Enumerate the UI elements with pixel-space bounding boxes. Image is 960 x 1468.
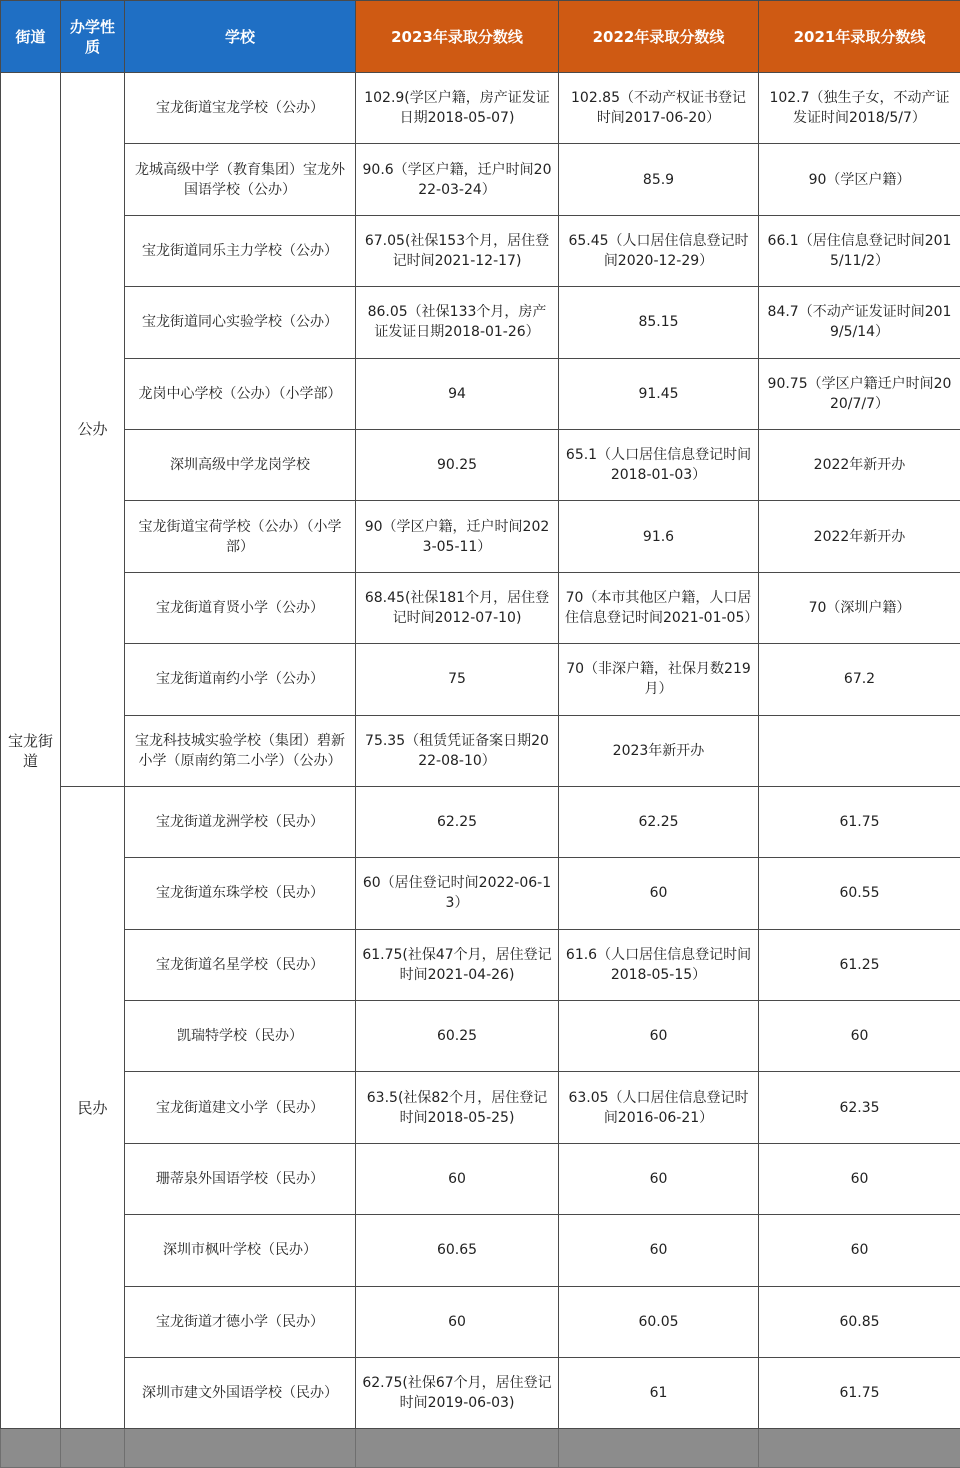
score-2021-cell: 2022年新开办 xyxy=(759,501,960,572)
score-2023-cell: 90.25 xyxy=(356,429,559,500)
header-street: 街道 xyxy=(1,1,61,73)
school-cell: 宝龙街道龙洲学校（民办） xyxy=(125,786,356,857)
score-2023-cell: 75.35（租赁凭证备案日期2022-08-10） xyxy=(356,715,559,786)
table-row xyxy=(1,929,960,1000)
score-2022-cell: 60 xyxy=(559,1143,759,1214)
school-cell: 宝龙街道才德小学（民办） xyxy=(125,1286,356,1357)
school-cell: 宝龙科技城实验学校（集团）碧新小学（原南约第二小学）（公办） xyxy=(125,715,356,786)
score-2021-cell: 61.25 xyxy=(759,929,960,1000)
table-row xyxy=(1,1001,960,1072)
street-cell: 宝龙街道 xyxy=(1,73,61,1429)
school-cell: 深圳市建文外国语学校（民办） xyxy=(125,1358,356,1429)
header-2022: 2022年录取分数线 xyxy=(559,1,759,73)
nature-public-cell: 公办 xyxy=(61,73,125,787)
score-2022-cell: 102.85（不动产权证书登记时间2017-06-20） xyxy=(559,73,759,144)
footer-cell xyxy=(61,1429,125,1468)
header-nature: 办学性质 xyxy=(61,1,125,73)
score-2023-cell: 94 xyxy=(356,358,559,429)
score-2023-cell: 102.9(学区户籍，房产证发证日期2018-05-07) xyxy=(356,73,559,144)
footer-cell xyxy=(759,1429,960,1468)
footer-cell xyxy=(125,1429,356,1468)
score-2023-cell: 63.5(社保82个月，居住登记时间2018-05-25) xyxy=(356,1072,559,1143)
score-2022-cell: 85.9 xyxy=(559,144,759,215)
score-2023-cell: 62.75(社保67个月，居住登记时间2019-06-03) xyxy=(356,1358,559,1429)
score-2023-cell: 60.65 xyxy=(356,1215,559,1286)
table-row xyxy=(1,287,960,358)
score-2021-cell: 60.85 xyxy=(759,1286,960,1357)
school-cell: 宝龙街道南约小学（公办） xyxy=(125,644,356,715)
table-row xyxy=(1,858,960,929)
score-2023-cell: 86.05（社保133个月，房产证发证日期2018-01-26） xyxy=(356,287,559,358)
score-2021-cell: 60.55 xyxy=(759,858,960,929)
table-row xyxy=(1,429,960,500)
school-cell: 宝龙街道名星学校（民办） xyxy=(125,929,356,1000)
score-2022-cell: 65.1（人口居住信息登记时间2018-01-03） xyxy=(559,429,759,500)
score-2021-cell: 84.7（不动产证发证时间2019/5/14） xyxy=(759,287,960,358)
school-cell: 龙岗中心学校（公办）（小学部） xyxy=(125,358,356,429)
score-2023-cell: 90.6（学区户籍，迁户时间2022-03-24） xyxy=(356,144,559,215)
school-cell: 宝龙街道宝龙学校（公办） xyxy=(125,73,356,144)
score-2022-cell: 61 xyxy=(559,1358,759,1429)
header-2023: 2023年录取分数线 xyxy=(356,1,559,73)
school-cell: 深圳市枫叶学校（民办） xyxy=(125,1215,356,1286)
score-2022-cell: 60.05 xyxy=(559,1286,759,1357)
score-2022-cell: 62.25 xyxy=(559,786,759,857)
score-2022-cell: 63.05（人口居住信息登记时间2016-06-21） xyxy=(559,1072,759,1143)
table-row xyxy=(1,1143,960,1214)
score-2021-cell: 61.75 xyxy=(759,1358,960,1429)
header-school: 学校 xyxy=(125,1,356,73)
table-row xyxy=(1,215,960,286)
score-2021-cell: 70（深圳户籍） xyxy=(759,572,960,643)
school-cell: 珊蒂泉外国语学校（民办） xyxy=(125,1143,356,1214)
table-row xyxy=(1,144,960,215)
table-row xyxy=(1,501,960,572)
score-2022-cell: 91.45 xyxy=(559,358,759,429)
table-row xyxy=(1,1215,960,1286)
score-2023-cell: 60 xyxy=(356,1143,559,1214)
score-2021-cell: 60 xyxy=(759,1215,960,1286)
school-cell: 宝龙街道同乐主力学校（公办） xyxy=(125,215,356,286)
nature-private-cell: 民办 xyxy=(61,786,125,1429)
score-2023-cell: 60 xyxy=(356,1286,559,1357)
score-2021-cell: 90（学区户籍） xyxy=(759,144,960,215)
header-2021: 2021年录取分数线 xyxy=(759,1,960,73)
table-row xyxy=(1,715,960,786)
table-row xyxy=(1,644,960,715)
table-row xyxy=(1,572,960,643)
score-2023-cell: 90（学区户籍，迁户时间2023-05-11） xyxy=(356,501,559,572)
score-2021-cell: 60 xyxy=(759,1143,960,1214)
score-2021-cell: 60 xyxy=(759,1001,960,1072)
score-2021-cell: 62.35 xyxy=(759,1072,960,1143)
score-2022-cell: 85.15 xyxy=(559,287,759,358)
table-row xyxy=(1,1286,960,1357)
score-2022-cell: 60 xyxy=(559,1001,759,1072)
score-2021-cell: 67.2 xyxy=(759,644,960,715)
school-cell: 宝龙街道育贤小学（公办） xyxy=(125,572,356,643)
score-2022-cell: 60 xyxy=(559,858,759,929)
score-2021-cell: 2022年新开办 xyxy=(759,429,960,500)
score-2023-cell: 68.45(社保181个月，居住登记时间2012-07-10) xyxy=(356,572,559,643)
score-2022-cell: 61.6（人口居住信息登记时间2018-05-15） xyxy=(559,929,759,1000)
score-2022-cell: 70（本市其他区户籍，人口居住信息登记时间2021-01-05） xyxy=(559,572,759,643)
score-2022-cell: 91.6 xyxy=(559,501,759,572)
score-2023-cell: 60.25 xyxy=(356,1001,559,1072)
score-2023-cell: 60（居住登记时间2022-06-13） xyxy=(356,858,559,929)
school-cell: 宝龙街道同心实验学校（公办） xyxy=(125,287,356,358)
score-2021-cell: 61.75 xyxy=(759,786,960,857)
table-row xyxy=(1,358,960,429)
school-cell: 深圳高级中学龙岗学校 xyxy=(125,429,356,500)
table-row xyxy=(1,1358,960,1429)
school-cell: 宝龙街道东珠学校（民办） xyxy=(125,858,356,929)
header-row xyxy=(1,1,960,73)
score-2021-cell xyxy=(759,715,960,786)
score-2022-cell: 60 xyxy=(559,1215,759,1286)
table-row xyxy=(1,786,960,857)
score-2023-cell: 61.75(社保47个月，居住登记时间2021-04-26) xyxy=(356,929,559,1000)
score-2022-cell: 2023年新开办 xyxy=(559,715,759,786)
school-cell: 凯瑞特学校（民办） xyxy=(125,1001,356,1072)
score-2022-cell: 65.45（人口居住信息登记时间2020-12-29） xyxy=(559,215,759,286)
score-2022-cell: 70（非深户籍，社保月数219月） xyxy=(559,644,759,715)
score-2023-cell: 62.25 xyxy=(356,786,559,857)
school-cell: 宝龙街道建文小学（民办） xyxy=(125,1072,356,1143)
table-row xyxy=(1,73,960,144)
score-2021-cell: 66.1（居住信息登记时间2015/11/2） xyxy=(759,215,960,286)
score-2023-cell: 67.05(社保153个月，居住登记时间2021-12-17) xyxy=(356,215,559,286)
score-2023-cell: 75 xyxy=(356,644,559,715)
footer-row xyxy=(1,1429,960,1468)
table-row xyxy=(1,1072,960,1143)
school-cell: 宝龙街道宝荷学校（公办）（小学部） xyxy=(125,501,356,572)
footer-cell xyxy=(1,1429,61,1468)
score-2021-cell: 102.7（独生子女，不动产证发证时间2018/5/7） xyxy=(759,73,960,144)
footer-cell xyxy=(559,1429,759,1468)
school-cell: 龙城高级中学（教育集团）宝龙外国语学校（公办） xyxy=(125,144,356,215)
footer-cell xyxy=(356,1429,559,1468)
score-2021-cell: 90.75（学区户籍迁户时间2020/7/7） xyxy=(759,358,960,429)
